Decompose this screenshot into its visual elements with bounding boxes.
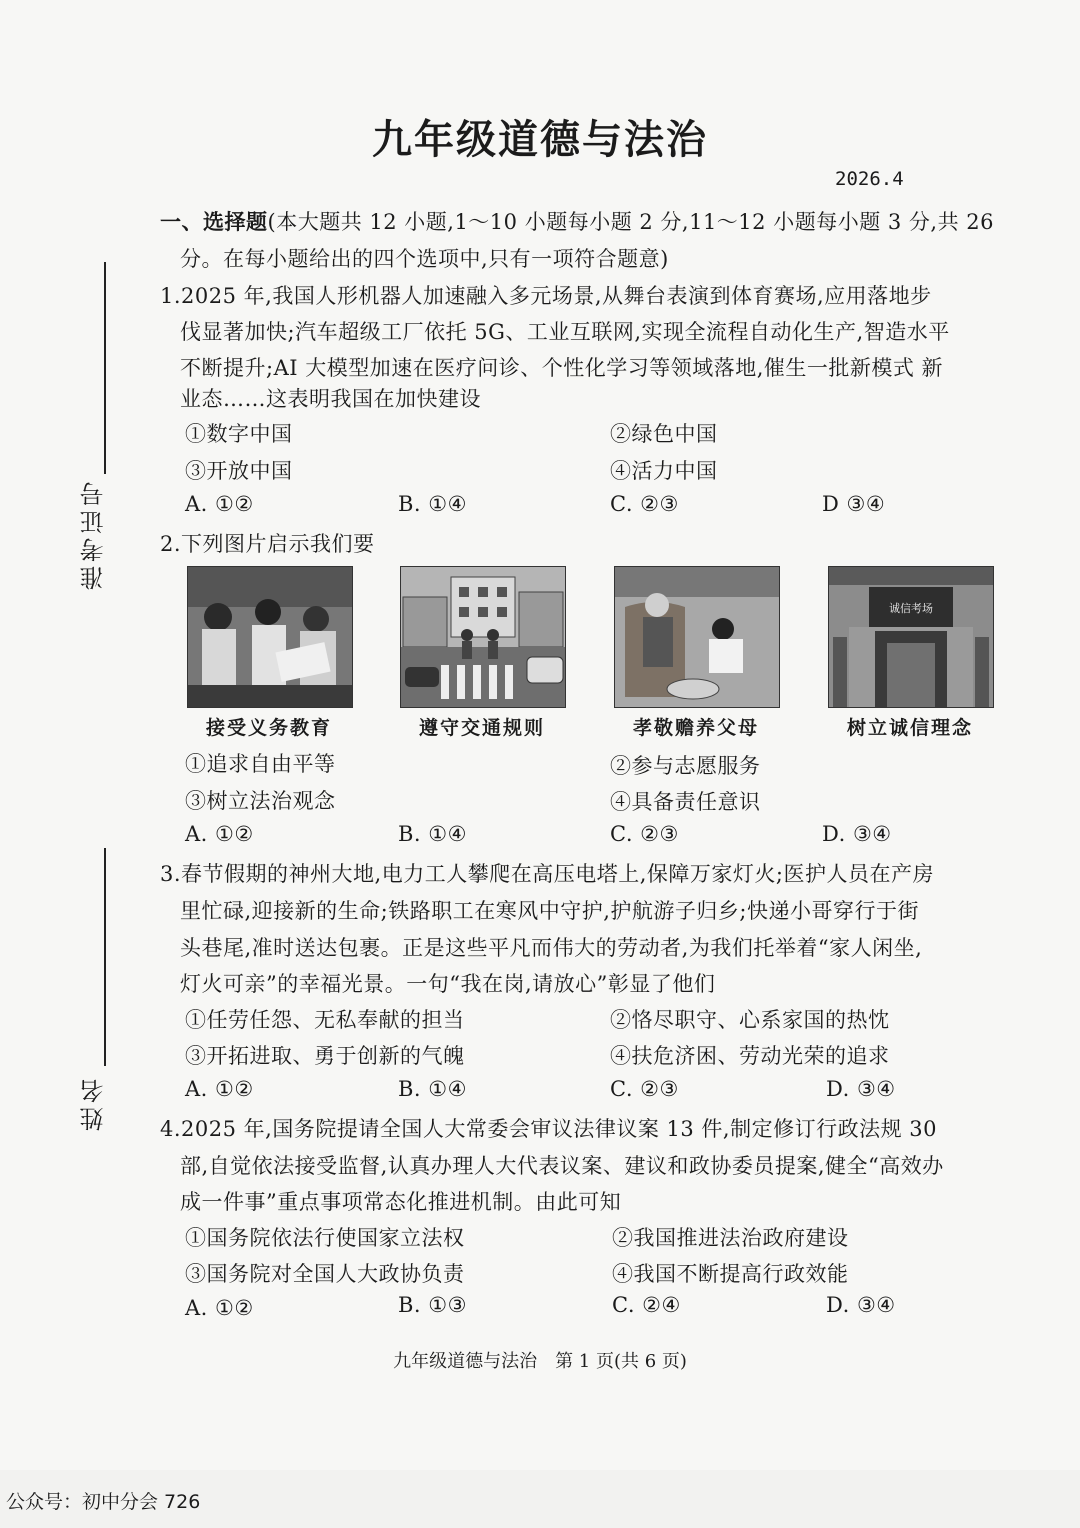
q1-statement-1: ①数字中国 <box>185 422 293 446</box>
q4-stem-line1: 4.2025 年,国务院提请全国人大常委会审议法律议案 13 件,制定修订行政法规 30 <box>160 1117 937 1141</box>
q1-stem-line4: 业态……这表明我国在加快建设 <box>180 387 481 411</box>
q2-statement-4: ④具备责任意识 <box>610 790 761 814</box>
q3-choice-d[interactable]: D. ③④ <box>826 1077 896 1101</box>
caption-integrity: 树立诚信理念 <box>846 717 973 739</box>
caption-compulsory-education: 接受义务教育 <box>205 717 332 739</box>
q4-choice-c[interactable]: C. ②④ <box>612 1293 681 1317</box>
exam-date: 2026.4 <box>835 168 904 190</box>
section1-desc-line1: (本大题共 12 小题,1～10 小题每小题 2 分,11～12 小题每小题 3 分,共 26 <box>267 210 994 234</box>
sign-text: 诚信考场 <box>889 602 933 615</box>
q3-stem-line4: 灯火可亲”的幸福光景。一句“我在岗,请放心”彰显了他们 <box>180 972 716 996</box>
q4-statement-3: ③国务院对全国人大政协负责 <box>185 1262 465 1286</box>
caption-filial-piety: 孝敬赡养父母 <box>632 717 759 739</box>
q3-stem-line3: 头巷尾,准时送达包裹。正是这些平凡而伟大的劳动者,为我们托举着“家人闲坐, <box>180 936 923 960</box>
q2-statement-2: ②参与志愿服务 <box>610 754 761 778</box>
q1-choice-d[interactable]: D ③④ <box>822 492 886 516</box>
q2-choice-b[interactable]: B. ①④ <box>398 822 467 846</box>
q3-stem-line1: 3.春节假期的神州大地,电力工人攀爬在高压电塔上,保障万家灯火;医护人员在产房 <box>160 862 934 886</box>
q2-choice-d[interactable]: D. ③④ <box>822 822 892 846</box>
q1-stem-line1: 1.2025 年,我国人形机器人加速融入多元场景,从舞台表演到体育赛场,应用落地步 <box>160 284 932 308</box>
q4-statement-1: ①国务院依法行使国家立法权 <box>185 1226 465 1250</box>
q2-choice-a[interactable]: A. ①② <box>185 822 254 846</box>
q4-choice-d[interactable]: D. ③④ <box>826 1293 896 1317</box>
q3-statement-4: ④扶危济困、劳动光荣的追求 <box>610 1044 890 1068</box>
q3-statement-2: ②恪尽职守、心系家国的热忱 <box>610 1008 890 1032</box>
q2-choice-c[interactable]: C. ②③ <box>610 822 679 846</box>
photo-caring-parent <box>614 566 780 708</box>
q1-statement-3: ③开放中国 <box>185 459 293 483</box>
q4-choice-a[interactable]: A. ①② <box>185 1296 254 1320</box>
watermark-text: 公众号：初中分会 726 <box>6 1491 201 1513</box>
caption-traffic-rules: 遵守交通规则 <box>418 717 545 739</box>
q2-stem: 2.下列图片启示我们要 <box>160 532 375 556</box>
q4-stem-line2: 部,自觉依法接受监督,认真办理人大代表议案、建议和政协委员提案,健全“高效办 <box>180 1154 944 1178</box>
q1-statement-4: ④活力中国 <box>610 459 718 483</box>
q3-stem-line2: 里忙碌,迎接新的生命;铁路职工在寒风中守护,护航游子归乡;快递小哥穿行于街 <box>180 899 919 923</box>
q3-statement-1: ①任劳任怨、无私奉献的担当 <box>185 1008 465 1032</box>
q1-choice-c[interactable]: C. ②③ <box>610 492 679 516</box>
q3-choice-c[interactable]: C. ②③ <box>610 1077 679 1101</box>
q1-choice-a[interactable]: A. ①② <box>185 492 254 516</box>
section1-desc-line2: 分。在每小题给出的四个选项中,只有一项符合题意) <box>180 247 669 271</box>
exam-id-label: 准考证号 <box>80 478 108 590</box>
q2-statement-3: ③树立法治观念 <box>185 789 336 813</box>
page-footer: 九年级道德与法治 第 1 页(共 6 页) <box>393 1351 687 1372</box>
q1-statement-2: ②绿色中国 <box>610 422 718 446</box>
q4-statement-2: ②我国推进法治政府建设 <box>612 1226 849 1250</box>
q3-choice-b[interactable]: B. ①④ <box>398 1077 467 1101</box>
photo-classroom <box>187 566 353 708</box>
q3-choice-a[interactable]: A. ①② <box>185 1077 254 1101</box>
page-title: 九年级道德与法治 <box>372 116 708 163</box>
exam-id-line <box>104 262 106 474</box>
q2-statement-1: ①追求自由平等 <box>185 752 336 776</box>
q4-statement-4: ④我国不断提高行政效能 <box>612 1262 849 1286</box>
illustration-crosswalk <box>400 566 566 708</box>
q1-choice-b[interactable]: B. ①④ <box>398 492 467 516</box>
name-label: 姓名 <box>80 1075 108 1131</box>
section1-heading-line1 <box>160 206 994 236</box>
name-line <box>104 848 106 1066</box>
section1-heading: 一、选择题 <box>160 209 268 234</box>
q4-stem-line3: 成一件事”重点事项常态化推进机制。由此可知 <box>180 1190 622 1214</box>
q1-stem-line2: 伐显著加快;汽车超级工厂依托 5G、工业互联网,实现全流程自动化生产,智造水平 <box>180 320 950 344</box>
photo-integrity-exam-room <box>828 566 994 708</box>
q3-statement-3: ③开拓进取、勇于创新的气魄 <box>185 1044 465 1068</box>
q1-stem-line3: 不断提升;AI 大模型加速在医疗问诊、个性化学习等领域落地,催生一批新模式 新 <box>180 356 944 380</box>
q4-choice-b[interactable]: B. ①③ <box>398 1293 467 1317</box>
